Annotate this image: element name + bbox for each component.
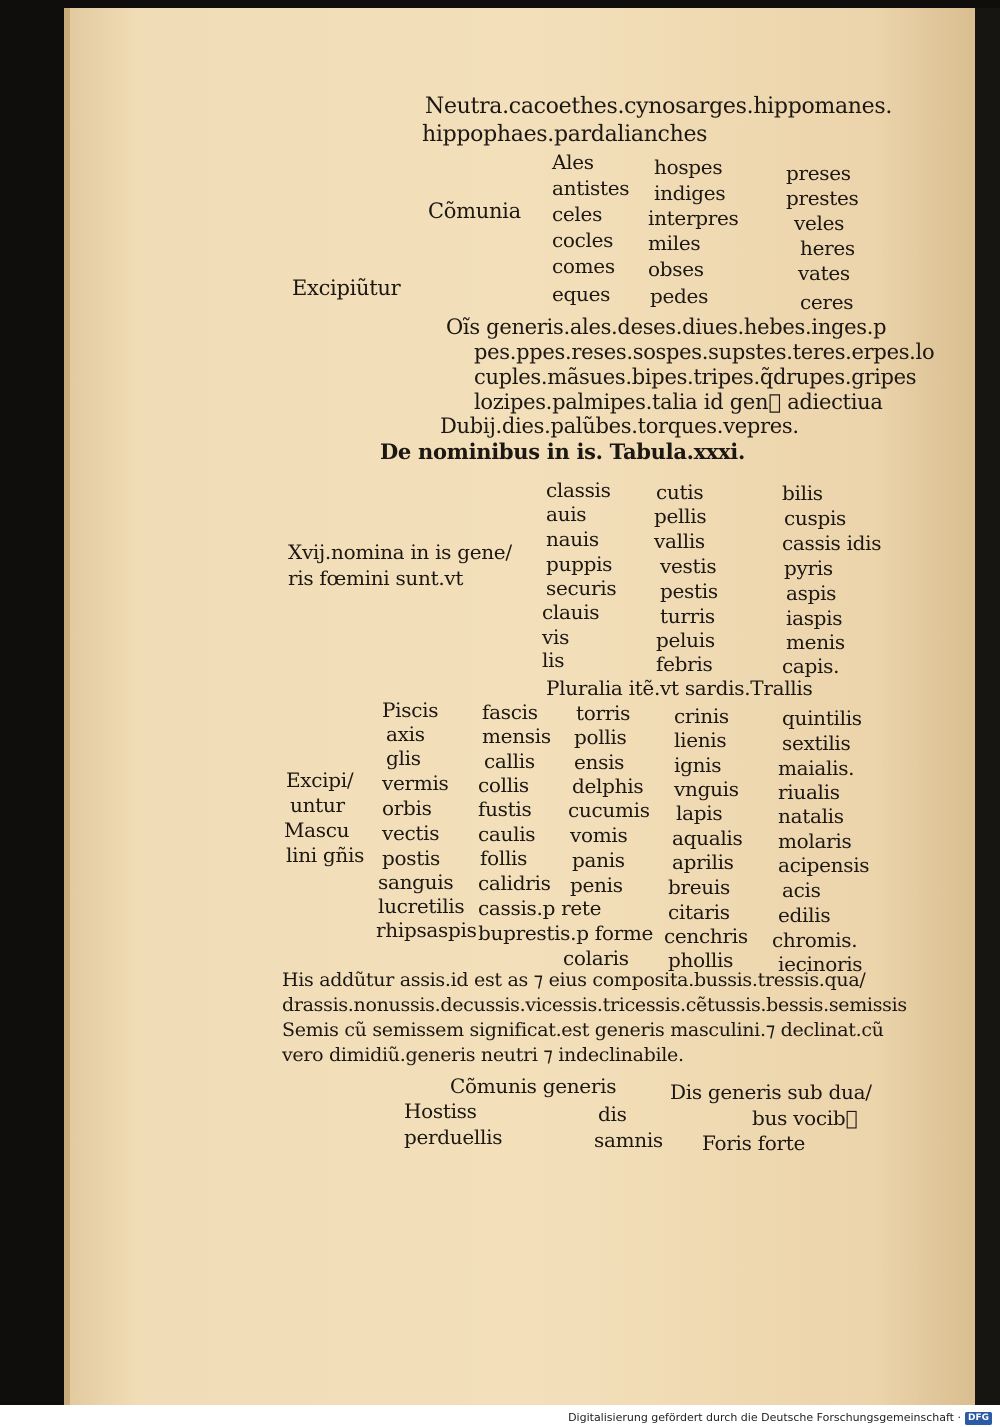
masculine-word: acis <box>782 878 821 902</box>
duabus-words: Foris forte <box>702 1131 805 1155</box>
masculine-word: phollis <box>668 948 734 972</box>
masculine-word: glis <box>386 746 421 770</box>
masculine-word: citaris <box>668 900 730 924</box>
communia-word: veles <box>794 211 845 235</box>
communis-word: Hostiss <box>404 1099 477 1123</box>
excipiuntur-label: Excipiũtur <box>292 276 401 300</box>
addition-line-3: Semis cũ semissem significat.est generis masculini.⁊ declinat.cũ <box>282 1019 884 1041</box>
feminine-word: clauis <box>542 600 600 624</box>
communia-word: interpres <box>648 206 739 230</box>
masculine-word: riualis <box>778 780 840 804</box>
masculine-word: vomis <box>570 823 628 847</box>
feminine-word: peluis <box>656 628 715 652</box>
masculine-label-line-2: untur <box>290 793 345 817</box>
masculine-word: vectis <box>382 821 440 845</box>
feminine-word: turris <box>660 604 715 628</box>
masculine-word: sanguis <box>378 870 454 894</box>
masculine-word: chromis. <box>772 928 858 952</box>
masculine-word: maialis. <box>778 756 855 780</box>
masculine-word: vermis <box>382 771 449 795</box>
communia-word: heres <box>800 236 855 260</box>
feminine-word: auis <box>546 502 587 526</box>
communia-word: hospes <box>654 155 723 179</box>
communia-word: indiges <box>654 181 726 205</box>
communis-word: perduellis <box>404 1125 503 1149</box>
masculine-word: penis <box>570 873 623 897</box>
feminine-word: pellis <box>654 504 707 528</box>
masculine-word: rhipsaspis <box>376 918 477 942</box>
omnis-line-4: lozipes.palmipes.talia id gen᷒ adiectiua <box>474 390 883 414</box>
feminine-word: pyris <box>784 556 833 580</box>
communia-word: celes <box>552 202 603 226</box>
middle-word: dis <box>598 1102 627 1126</box>
masculine-word: ignis <box>674 753 722 777</box>
neutra-line-2: hippophaes.pardalianches <box>422 122 708 147</box>
communia-word: ceres <box>800 290 854 314</box>
pluralia-line: Pluralia itẽ.vt sardis.Trallis <box>546 676 813 700</box>
communia-word: miles <box>648 231 701 255</box>
communia-word: preses <box>786 161 851 185</box>
feminine-word: menis <box>786 630 845 654</box>
masculine-word: postis <box>382 846 441 870</box>
masculine-word: delphis <box>572 774 644 798</box>
masculine-label-line-1: Excipi/ <box>286 768 354 792</box>
communia-word: pedes <box>650 284 709 308</box>
masculine-word: cucumis <box>568 798 650 822</box>
masculine-word: torris <box>576 701 631 725</box>
communia-word: eques <box>552 282 611 306</box>
feminine-word: pestis <box>660 579 718 603</box>
masculine-word: lienis <box>674 728 727 752</box>
feminine-word: cutis <box>656 480 704 504</box>
communia-word: Ales <box>552 150 594 174</box>
feminine-word: classis <box>546 478 611 502</box>
masculine-word: quintilis <box>782 706 862 730</box>
feminine-word: vestis <box>660 554 717 578</box>
section-heading: De nominibus in is. Tabula.xxxi. <box>380 439 745 464</box>
masculine-word: vnguis <box>674 777 739 801</box>
masculine-word: aprilis <box>672 850 734 874</box>
omnis-line-1: Oĩs generis.ales.deses.diues.hebes.inges.p <box>446 315 887 339</box>
masculine-word: panis <box>572 848 625 872</box>
communia-word: vates <box>798 261 850 285</box>
masculine-word: fascis <box>482 700 538 724</box>
feminine-word: puppis <box>546 552 613 576</box>
feminine-label-line-2: ris fœmini sunt.vt <box>288 566 464 590</box>
page-gutter-edge <box>64 8 70 1405</box>
masculine-word: sextilis <box>782 731 851 755</box>
feminine-word: bilis <box>782 481 823 505</box>
masculine-word: edilis <box>778 903 831 927</box>
masculine-word: lapis <box>676 801 723 825</box>
omnis-line-2: pes.ppes.reses.sospes.supstes.teres.erpes.lo <box>474 340 935 364</box>
duabus-header-1: Dis generis sub dua/ <box>670 1080 872 1104</box>
masculine-word: orbis <box>382 796 432 820</box>
feminine-word: febris <box>656 652 713 676</box>
feminine-word: aspis <box>786 581 837 605</box>
masculine-label-line-3: Mascu <box>284 818 350 842</box>
masculine-word: buprestis.p forme <box>478 921 654 945</box>
feminine-word: securis <box>546 576 617 600</box>
dubia-line: Dubij.dies.palũbes.torques.vepres. <box>440 414 799 438</box>
page-shadow <box>975 8 1000 1405</box>
communia-word: prestes <box>786 186 859 210</box>
communia-word: comes <box>552 254 615 278</box>
communia-word: cocles <box>552 228 614 252</box>
masculine-word: natalis <box>778 804 844 828</box>
dfg-logo: DFG <box>965 1412 992 1425</box>
feminine-word: capis. <box>782 654 840 678</box>
masculine-word: cassis.p rete <box>478 896 602 920</box>
masculine-word: follis <box>480 846 528 870</box>
neutra-line-1: Neutra.cacoethes.cynosarges.hippomanes. <box>425 94 893 119</box>
masculine-word: crinis <box>674 704 729 728</box>
masculine-word: fustis <box>478 797 532 821</box>
masculine-word: molaris <box>778 829 852 853</box>
feminine-label-line-1: Xvij.nomina in is gene/ <box>288 540 512 564</box>
addition-line-4: vero dimidiũ.generis neutri ⁊ indeclinabile. <box>282 1044 684 1066</box>
middle-word: samnis <box>594 1128 663 1152</box>
masculine-word: acipensis <box>778 853 870 877</box>
communis-header: Cõmunis generis <box>450 1074 617 1098</box>
duabus-header-2: bus vocib᷒ <box>752 1106 858 1130</box>
feminine-word: cuspis <box>784 506 847 530</box>
masculine-word: ensis <box>574 750 625 774</box>
communia-word: antistes <box>552 176 630 200</box>
digitization-credit <box>568 1409 992 1427</box>
masculine-word: pollis <box>574 725 627 749</box>
credit-text: Digitalisierung gefördert durch die Deutsche Forschungsgemeinschaft · <box>568 1411 961 1424</box>
addition-line-1: His addũtur assis.id est as ⁊ eius composita.bussis.tressis.qua/ <box>282 969 866 991</box>
masculine-label-line-4: lini gñis <box>286 843 365 867</box>
masculine-word: calidris <box>478 871 551 895</box>
communia-word: obses <box>648 257 704 281</box>
feminine-word: vis <box>542 625 570 649</box>
addition-line-2: drassis.nonussis.decussis.vicessis.tricessis.cẽtussis.bessis.semissis <box>282 994 907 1016</box>
feminine-word: vallis <box>654 529 705 553</box>
masculine-word: colaris <box>563 946 629 970</box>
masculine-word: lucretilis <box>378 894 465 918</box>
masculine-word: mensis <box>482 724 551 748</box>
masculine-word: Piscis <box>382 698 439 722</box>
masculine-word: cenchris <box>664 924 748 948</box>
masculine-word: axis <box>386 722 425 746</box>
masculine-word: iecinoris <box>778 952 863 976</box>
masculine-word: aqualis <box>672 826 743 850</box>
omnis-line-3: cuples.mãsues.bipes.tripes.q̃drupes.gripes <box>474 365 917 389</box>
masculine-word: breuis <box>668 875 730 899</box>
feminine-word: iaspis <box>786 606 843 630</box>
feminine-word: cassis idis <box>782 531 882 555</box>
feminine-word: lis <box>542 648 565 672</box>
communia-label: Cõmunia <box>428 199 521 223</box>
masculine-word: callis <box>484 749 535 773</box>
masculine-word: caulis <box>478 822 536 846</box>
feminine-word: nauis <box>546 527 599 551</box>
masculine-word: collis <box>478 773 529 797</box>
